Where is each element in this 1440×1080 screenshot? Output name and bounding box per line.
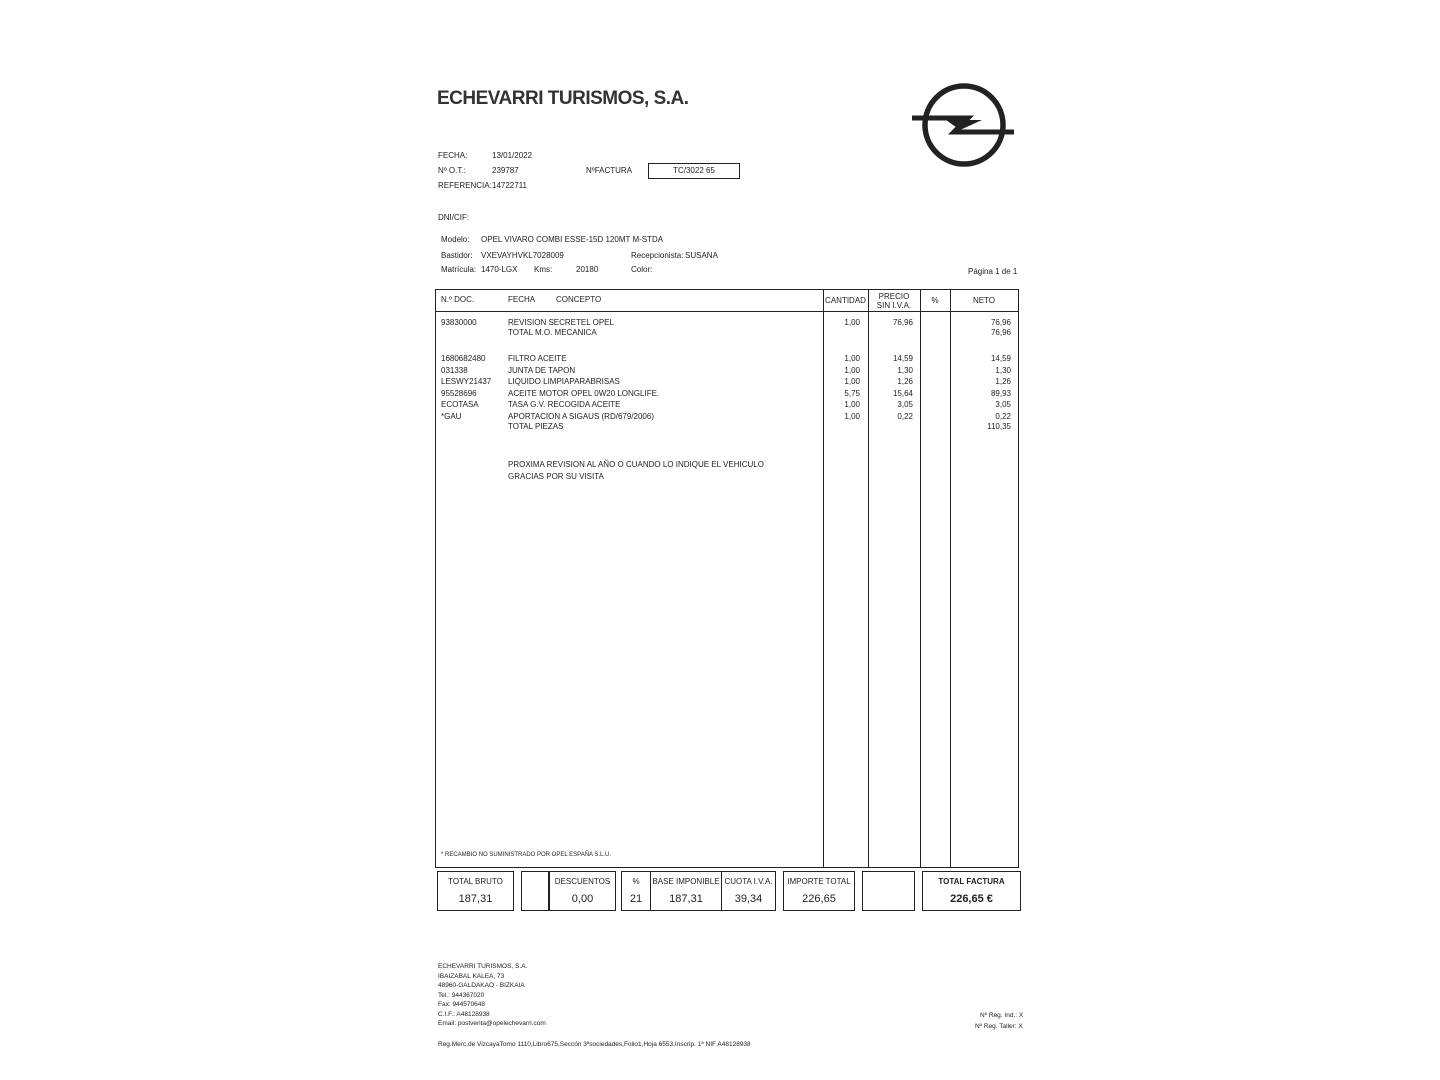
blank-box: [862, 871, 915, 911]
factura-label: NºFACTURA: [586, 166, 633, 175]
fecha-value: 13/01/2022: [492, 151, 533, 160]
reg-taller: Nº Reg. Taller: X: [975, 1023, 1023, 1030]
reg-ind: Nº Reg. Ind.: X: [980, 1012, 1024, 1019]
base-imponible-box: BASE IMPONIBLE 187,31: [650, 871, 722, 911]
registro-mercantil: Reg.Merc.de VizcayaTomo 1110,Libro675,Seccón 3ªsociedades,Folio1,Hoja 6553,Inscrip. 1ª NIF A48128938: [438, 1041, 751, 1048]
factura-number: TC/3022 65: [648, 163, 740, 179]
total-factura-box: TOTAL FACTURA 226,65 €: [922, 871, 1021, 911]
color-label: Color:: [631, 265, 653, 274]
referencia-value: 14722711: [492, 181, 527, 190]
company-name: ECHEVARRI TURISMOS, S.A.: [437, 88, 689, 109]
col-doc: N.º DOC.: [441, 295, 475, 304]
col-concepto: CONCEPTO: [556, 295, 602, 304]
total-bruto-box: TOTAL BRUTO 187,31: [437, 871, 514, 911]
col-precio: PRECIO SIN I.V.A.: [876, 292, 912, 310]
blank-box: [521, 871, 549, 911]
bastidor-label: Bastidor:: [441, 251, 473, 260]
kms-label: Kms:: [534, 265, 553, 274]
page-number: Página 1 de 1: [968, 267, 1018, 276]
cuota-iva-box: CUOTA I.V.A. 39,34: [721, 871, 776, 911]
table-header-divider: [435, 311, 1019, 312]
kms-value: 20180: [576, 265, 599, 274]
ot-label: Nº O.T.:: [438, 166, 466, 175]
dni-label: DNI/CIF:: [438, 213, 470, 222]
col-cantidad: CANTIDAD: [825, 296, 866, 305]
fecha-label: FECHA:: [438, 151, 468, 160]
modelo-value: OPEL VIVARO COMBI ESSE-15D 120MT M-STDA: [481, 235, 664, 244]
note-next-revision: PROXIMA REVISION AL AÑO O CUANDO LO INDIQUE EL VEHICULO: [508, 460, 764, 469]
col-fecha: FECHA: [508, 295, 536, 304]
bastidor-value: VXEVAYHVKL7028009: [481, 251, 564, 260]
importe-total-box: IMPORTE TOTAL 226,65: [783, 871, 855, 911]
modelo-label: Modelo:: [441, 235, 470, 244]
note-thanks: GRACIAS POR SU VISITA: [508, 472, 604, 481]
recepcionista-label: Recepcionista:: [631, 251, 684, 260]
table-footnote: * RECAMBIO NO SUMINISTRADO POR OPEL ESPAÑA S.L.U.: [441, 852, 612, 858]
invoice-table: [435, 289, 1019, 868]
referencia-label: REFERENCIA:: [438, 181, 492, 190]
iva-pct-box: % 21: [621, 871, 651, 911]
company-address: ECHEVARRI TURISMOS, S.A. IBAIZABAL KALEA, 73 48960-GALDAKAO - BIZKAIA Tel.: 944367020 Fax: 944570648 C.I.F.: A48128938 Email: postventa@opelechevarri.com: [438, 963, 546, 1027]
col-pct: %: [931, 296, 939, 305]
recepcionista-value: SUSANA: [685, 251, 718, 260]
matricula-label: Matrícula:: [441, 265, 477, 274]
matricula-value: 1470-LGX: [481, 265, 518, 274]
col-neto: NETO: [972, 296, 996, 305]
ot-value: 239787: [492, 166, 519, 175]
opel-logo-icon: [910, 80, 1020, 170]
descuentos-box: DESCUENTOS 0,00: [549, 871, 616, 911]
